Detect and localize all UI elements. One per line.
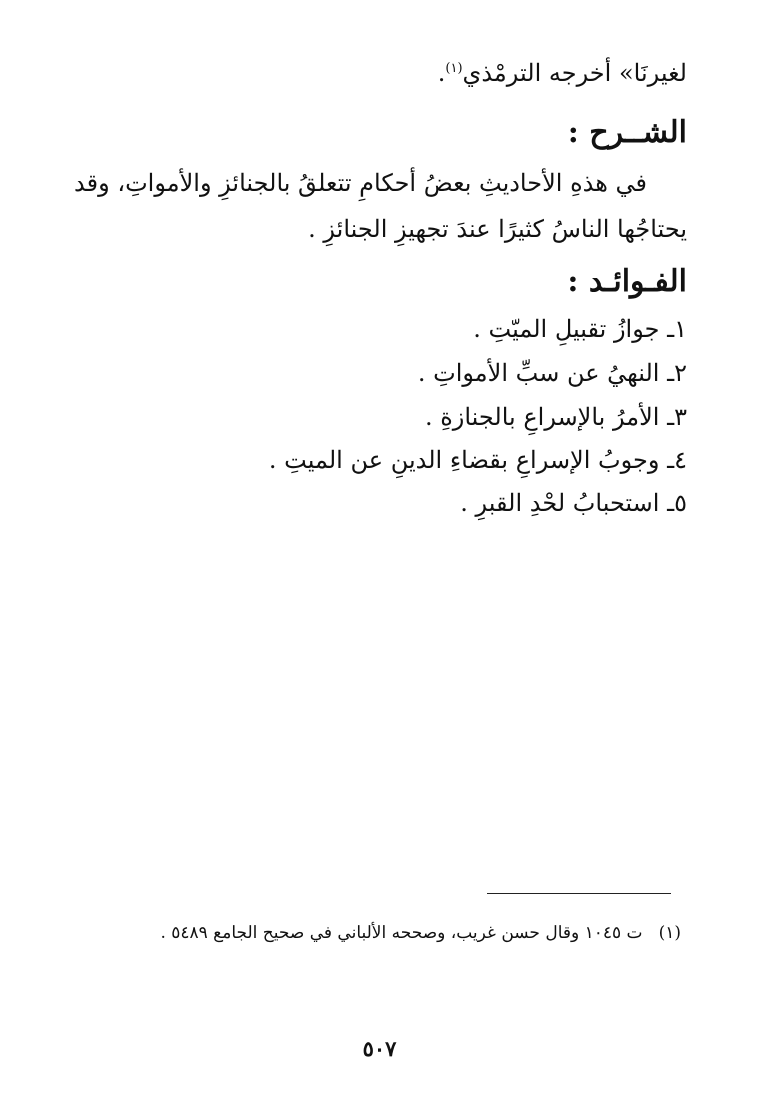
sharh-paragraph [72, 160, 687, 252]
fawaid-heading: الفـوائـد : [567, 264, 687, 299]
fawaid-item-3: ٣ـ الأمرُ بالإسراعِ بالجنازةِ . [424, 403, 687, 431]
footnote-text: ت ١٠٤٥ وقال حسن غريب، وصححه الألباني في صحيح الجامع ٥٤٨٩ . [160, 923, 643, 943]
page-number: ٥٠٧ [362, 1036, 397, 1061]
fawaid-item-1: ١ـ جوازُ تقبيلِ الميّتِ . [473, 315, 687, 343]
sharh-paragraph-line-1: في هذهِ الأحاديثِ بعضُ أحكامِ تتعلقُ بالجنائزِ والأمواتِ، وقد [74, 169, 647, 197]
footnote-number: (١) [658, 923, 681, 943]
footnote-reference[interactable]: (١) [445, 61, 463, 76]
footnote [160, 920, 681, 946]
fawaid-item-5: ٥ـ استحبابُ لحْدِ القبرِ . [460, 489, 687, 517]
sharh-paragraph-line-2: يحتاجُها الناسُ كثيرًا عندَ تجهيزِ الجنائزِ . [308, 215, 687, 243]
fawaid-item-2: ٢ـ النهيُ عن سبِّ الأمواتِ . [417, 359, 687, 387]
footnote-divider [487, 893, 671, 894]
continuation-end: . [437, 59, 446, 87]
fawaid-item-4: ٤ـ وجوبُ الإسراعِ بقضاءِ الدينِ عن الميتِ . [268, 446, 687, 474]
continuation-line [438, 56, 687, 90]
continuation-text: لغيرنَا» أخرجه الترمْذي [462, 59, 687, 87]
sharh-heading: الشــرح : [567, 115, 687, 150]
